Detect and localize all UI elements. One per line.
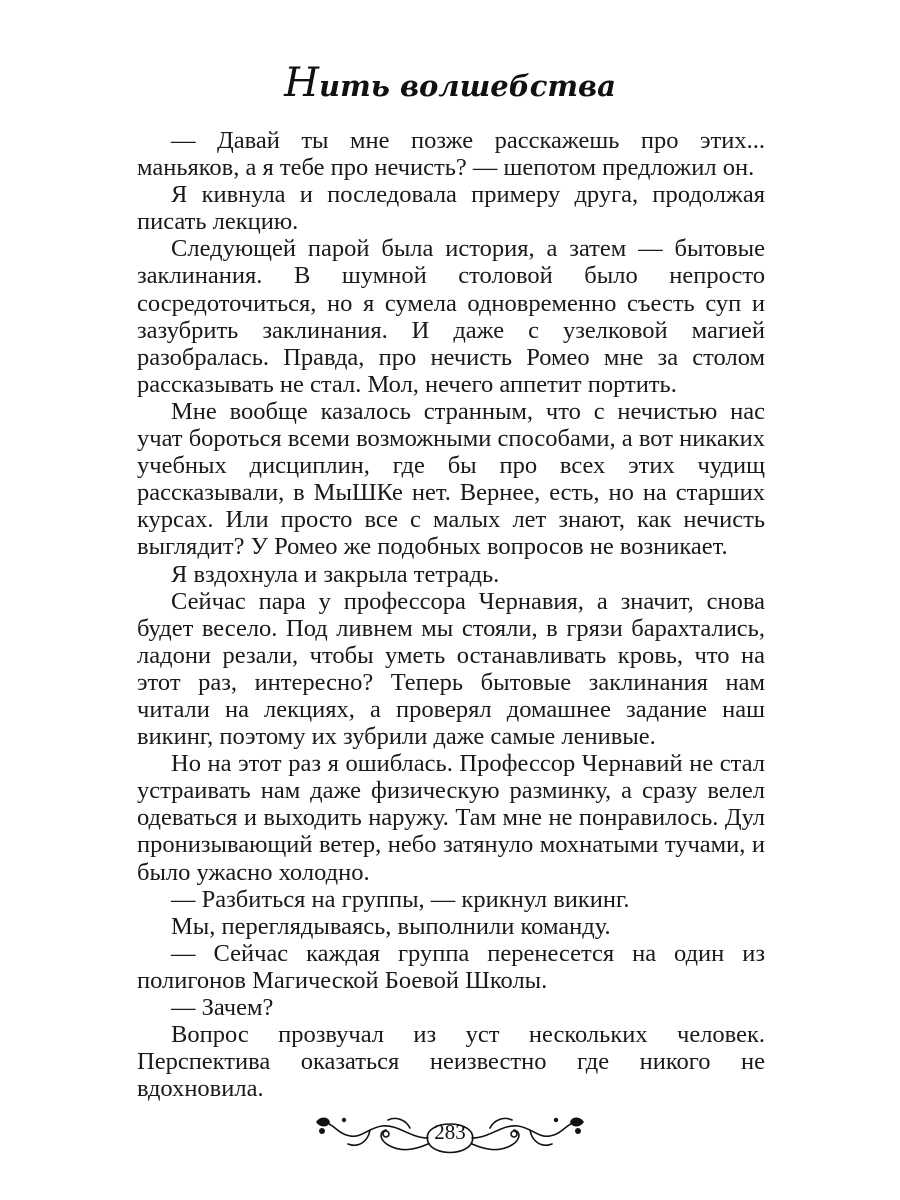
paragraph: Но на этот раз я ошиблась. Профессор Чернавий не стал устраивать нам даже физическую разминку, а сразу велел одеваться и выходить наружу. Там мне не понравилось. Дул пронизывающий ветер, небо затянуло мохнатыми тучами, и было ужасно холодно. xyxy=(137,750,765,886)
paragraph: Мы, переглядываясь, выполнили команду. xyxy=(171,912,611,940)
page-footer xyxy=(310,1098,590,1158)
title-initial: Н xyxy=(284,60,319,106)
body-text xyxy=(137,127,765,1102)
paragraph: Сейчас пара у профессора Чернавия, а значит, снова будет весело. Под ливнем мы стояли, в грязи барахтались, ладони резали, чтобы уметь останавливать кровь, что на этот раз, интересно? Теперь бытовые заклинания нам читали на лекциях, а проверял домашнее задание наш викинг, поэтому их зубрили даже самые ленивые. xyxy=(137,587,765,751)
paragraph: — Сейчас каждая группа перенесется на один из полигонов Магической Боевой Школы. xyxy=(137,939,765,994)
paragraph: Следующей парой была история, а затем — бытовые заклинания. В шумной столовой было непросто сосредоточиться, но я сумела одновременно съесть суп и зазубрить заклинания. И даже с узелковой магией разобралась. Правда, про нечисть Ромео мне за столом рассказывать не стал. Мол, нечего аппетит портить. xyxy=(137,235,765,398)
running-head-title xyxy=(0,60,900,106)
title-rest: ить волшебства xyxy=(319,69,616,103)
page-number: 283 xyxy=(434,1120,466,1144)
paragraph: — Давай ты мне позже расскажешь про этих... маньяков, а я тебе про нечисть? — шепотом предложил он. xyxy=(137,127,765,182)
paragraph: Я кивнула и последовала примеру друга, продолжая писать лекцию. xyxy=(137,181,765,236)
paragraph: — Разбиться на группы, — крикнул викинг. xyxy=(171,885,630,913)
paragraph: Мне вообще казалось странным, что с нечистью нас учат бороться всеми возможными способами, а вот никаких учебных дисциплин, где бы про всех этих чудищ рассказывали, в МыШКе нет. Вернее, есть, но на старших курсах. Или просто все с малых лет знают, как нечисть выглядит? У Ромео же подобных вопросов не возникает. xyxy=(137,397,765,561)
paragraph: Вопрос прозвучал из уст нескольких человек. Перспектива оказаться неизвестно где никого не вдохновила. xyxy=(137,1021,765,1103)
paragraph: Я вздохнула и закрыла тетрадь. xyxy=(171,560,500,588)
paragraph: — Зачем? xyxy=(171,994,274,1021)
